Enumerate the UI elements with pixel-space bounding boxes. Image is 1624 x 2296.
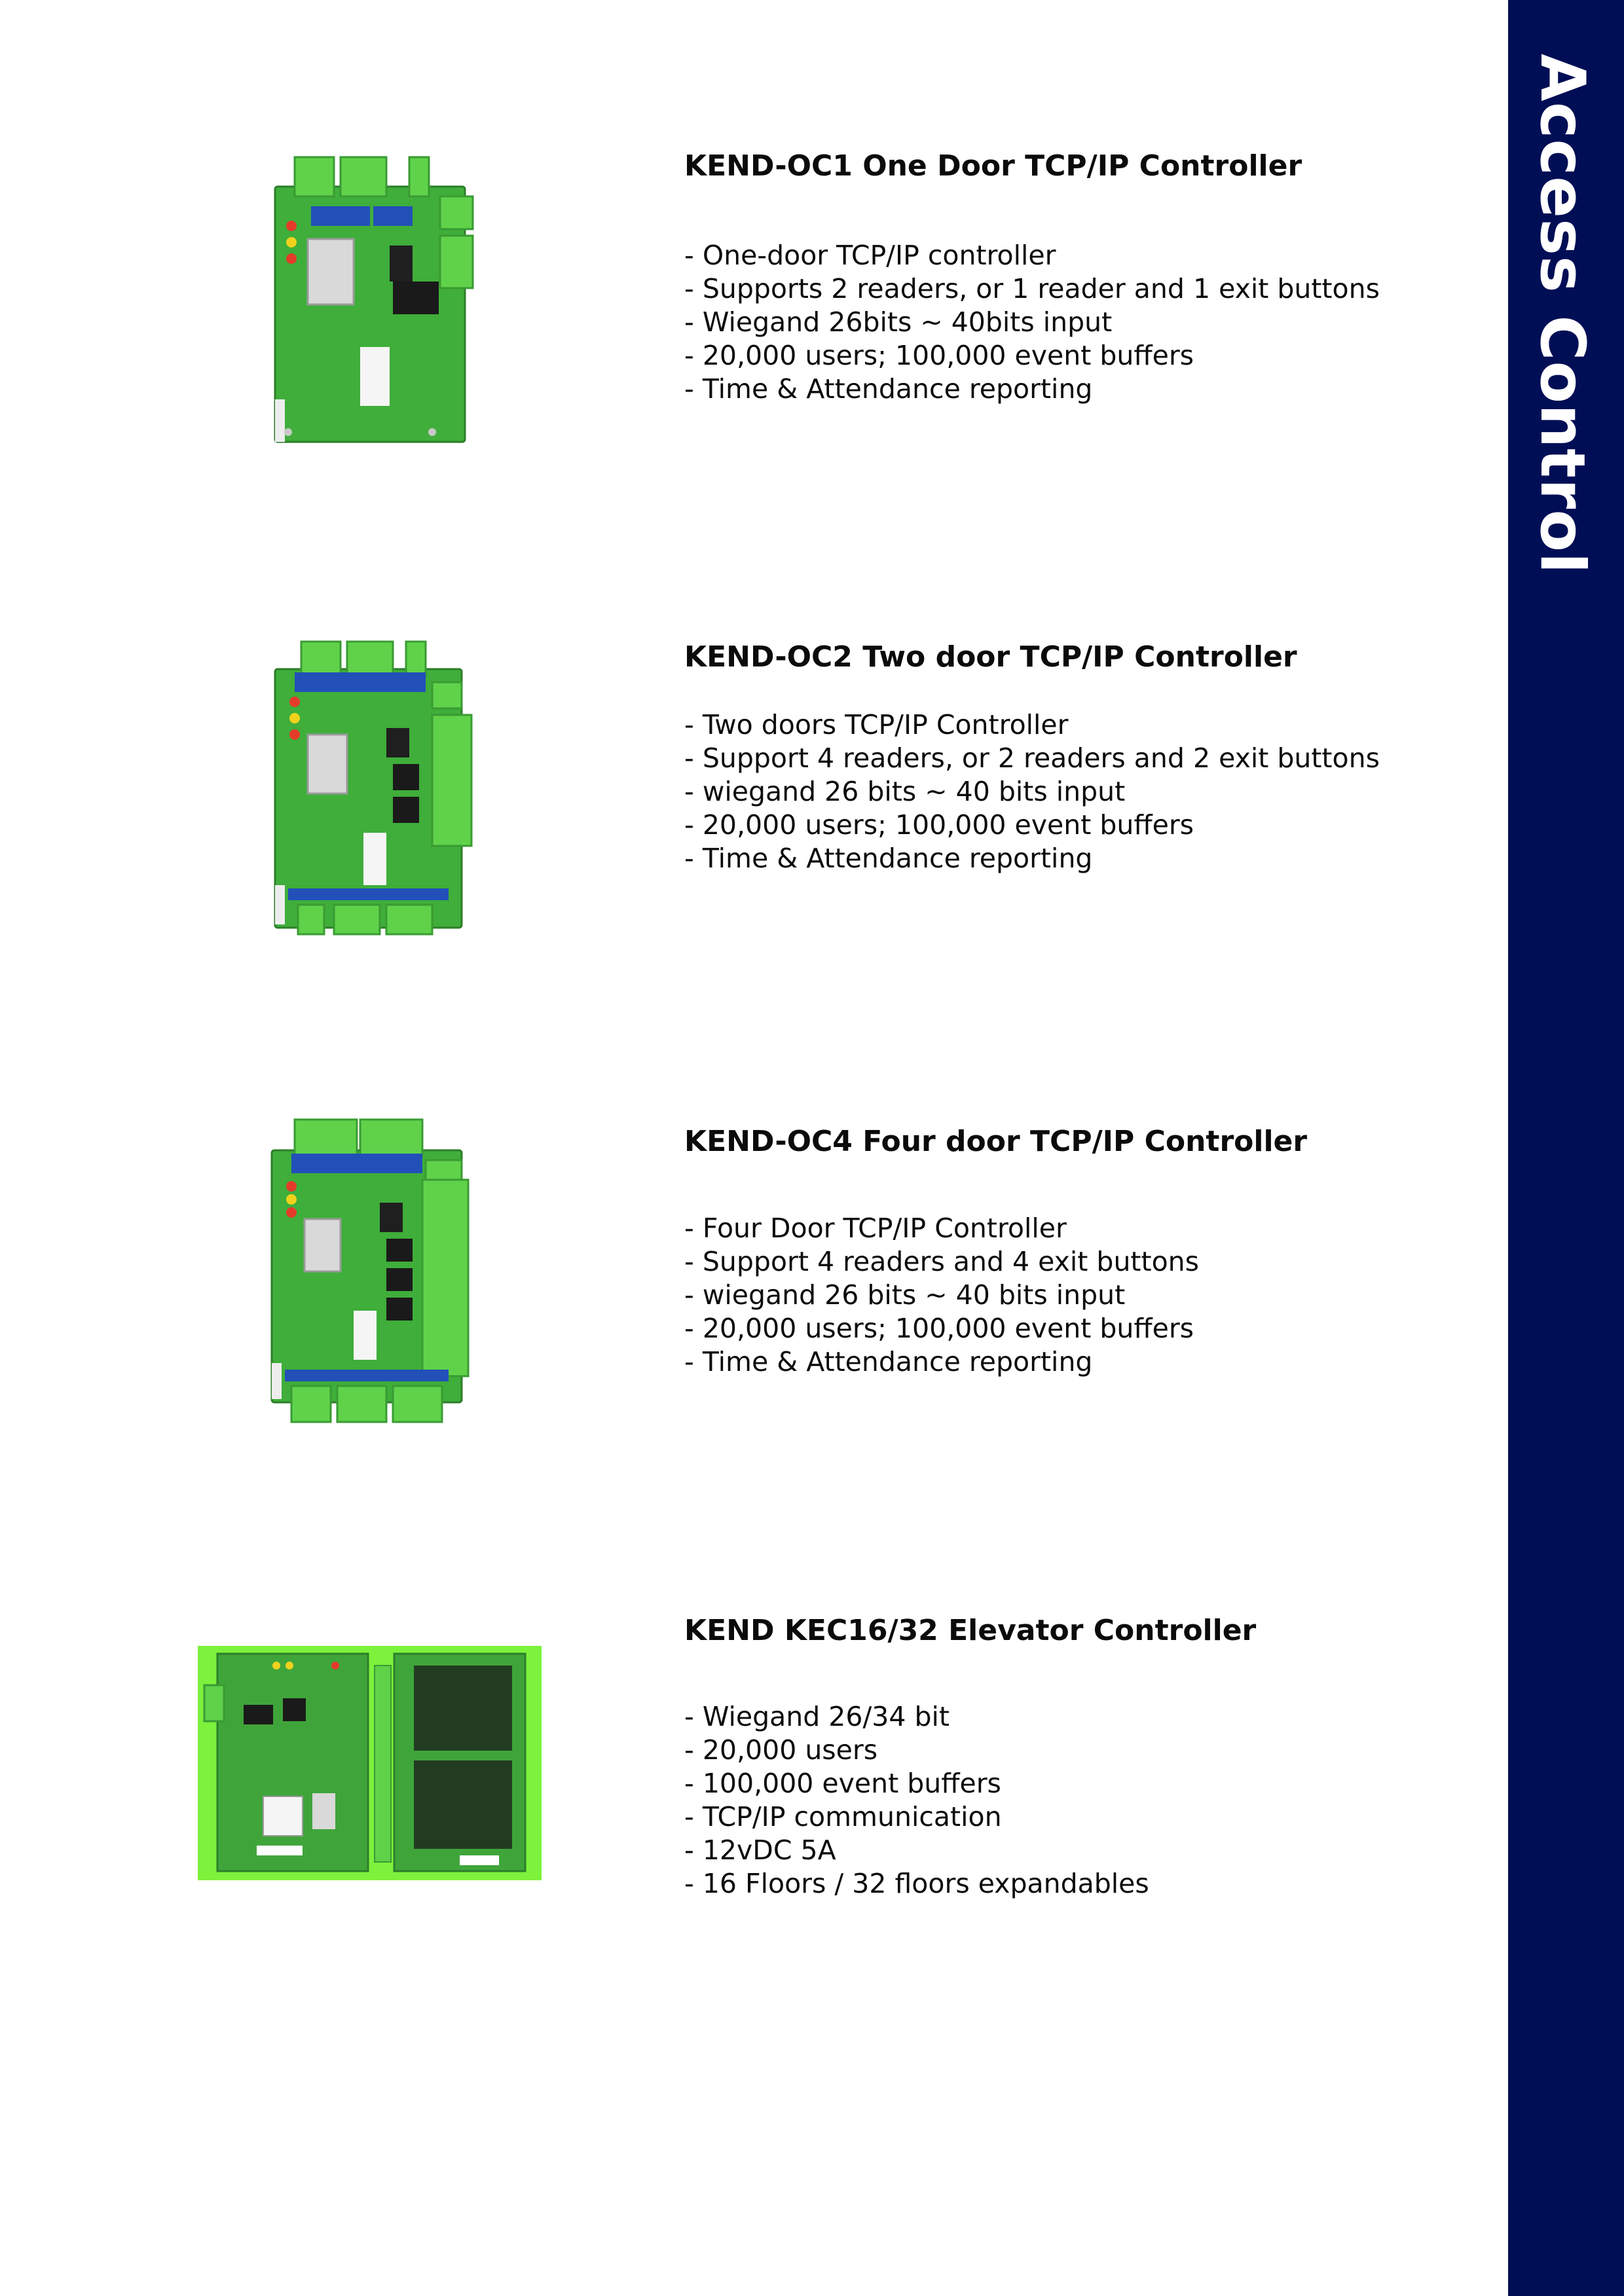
oc2-feature-list bbox=[684, 708, 1380, 875]
list-item: - 20,000 users; 100,000 event buffers bbox=[684, 340, 1194, 371]
list-item: - 20,000 users; 100,000 event buffers bbox=[684, 809, 1194, 841]
list-item: - Support 4 readers and 4 exit buttons bbox=[684, 1246, 1200, 1277]
list-item: - Support 4 readers, or 2 readers and 2 exit buttons bbox=[684, 742, 1380, 774]
oc1-board-image bbox=[268, 151, 485, 445]
list-item: - 100,000 event buffers bbox=[684, 1768, 1001, 1799]
oc2-title: KEND-OC2 Two door TCP/IP Controller bbox=[684, 640, 1297, 674]
list-item: - Time & Attendance reporting bbox=[684, 373, 1093, 405]
oc4-title: KEND-OC4 Four door TCP/IP Controller bbox=[684, 1125, 1308, 1158]
oc2-board-image bbox=[268, 636, 478, 944]
sidebar-title: Access Control bbox=[1526, 54, 1598, 575]
list-item: - Two doors TCP/IP Controller bbox=[684, 709, 1069, 740]
list-item: - TCP/IP communication bbox=[684, 1801, 1002, 1832]
list-item: - wiegand 26 bits ~ 40 bits input bbox=[684, 776, 1126, 807]
list-item: - Four Door TCP/IP Controller bbox=[684, 1212, 1067, 1244]
list-item: - Supports 2 readers, or 1 reader and 1 exit buttons bbox=[684, 273, 1380, 304]
list-item: - 20,000 users; 100,000 event buffers bbox=[684, 1313, 1194, 1344]
kec16-title: KEND KEC16/32 Elevator Controller bbox=[684, 1614, 1257, 1647]
oc4-feature-list bbox=[684, 1212, 1199, 1379]
list-item: - wiegand 26 bits ~ 40 bits input bbox=[684, 1279, 1126, 1311]
list-item: - 16 Floors / 32 floors expandables bbox=[684, 1868, 1149, 1899]
list-item: - 20,000 users bbox=[684, 1734, 878, 1766]
list-item: - 12vDC 5A bbox=[684, 1834, 836, 1866]
oc1-title: KEND-OC1 One Door TCP/IP Controller bbox=[684, 149, 1302, 183]
list-item: - Wiegand 26/34 bit bbox=[684, 1701, 950, 1732]
list-item: - One-door TCP/IP controller bbox=[684, 240, 1056, 271]
list-item: - Time & Attendance reporting bbox=[684, 1346, 1093, 1377]
oc1-feature-list bbox=[684, 239, 1380, 406]
kec16-feature-list bbox=[684, 1700, 1149, 1901]
list-item: - Time & Attendance reporting bbox=[684, 843, 1093, 874]
oc4-board-image bbox=[265, 1114, 478, 1429]
kec16-board-image bbox=[198, 1646, 542, 1880]
list-item: - Wiegand 26bits ~ 40bits input bbox=[684, 306, 1113, 338]
